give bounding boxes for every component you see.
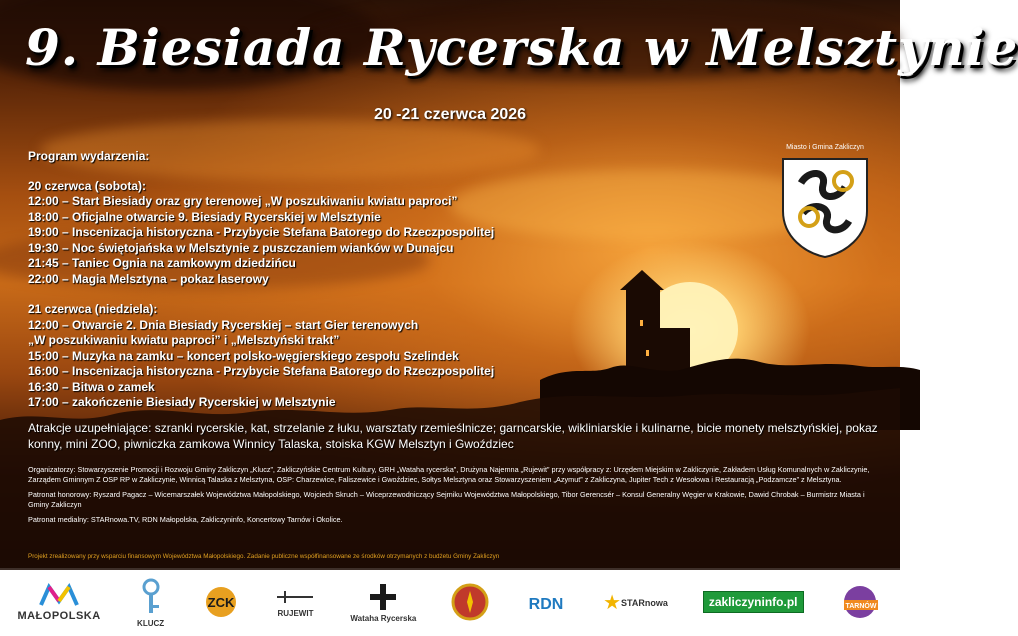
credits	[28, 465, 878, 531]
event-line: 19:00 – Inscenizacja historyczna - Przybycie Stefana Batorego do Rzeczpospolitej	[28, 225, 495, 239]
event-line: 16:00 – Inscenizacja historyczna - Przybycie Stefana Batorego do Rzeczpospolitej	[28, 364, 495, 378]
day-label: 20 czerwca (sobota):	[28, 178, 147, 193]
rdn-logo[interactable]	[524, 572, 568, 632]
attractions-text: Atrakcje uzupełniające: szranki rycerskie, kat, strzelanie z łuku, warsztaty rzemieślnicze; garncarskie, wikliniarskie i kulinarne, bicie monety melsztyńskiej, pokaz konny, mini ZOO, piwniczka zamkowa Winnicy Talaska, stoiska KGW Melsztyn i Gwoździec	[28, 421, 878, 451]
honorary-patronage-text: Patronat honorowy: Ryszard Pagacz – Wicemarszałek Województwa Małopolskiego, Wojciech Skruch – Wiceprzewodniczący Sejmiku Województwa Małopolskiego, Tibor Gerencsér – Konsul Generalny Węgier w Krakowie, Dawid Chrobak – Burmistrz Miasta i Gminy Zakliczyn	[28, 490, 865, 509]
malopolska-mark-icon	[39, 583, 79, 607]
organizers-text: Organizatorzy: Stowarzyszenie Promocji i Rozwoju Gminy Zakliczyn „Klucz”, Zakliczyńskie Centrum Kultury, GRH „Wataha rycerska”, Drużyna Najemna „Rujewit” przy współpracy z: Urzędem Miejskim w Zakliczynie, Zakładem Usług Komunalnych w Zakliczynie, Zarządem Gminnym Z OSP RP w Zakliczynie, Winnicą Talaska z Melsztyna, OSP: Charzewice, Faliszewice i Gwoździec, Sołtys Melsztyna oraz Stowarzyszeniem „Azymut” z Zakliczyna, Jupiter Tech z Wesołowa i Restauracją „Podzamcze” z Melsztyna.	[28, 465, 870, 484]
wataha-logo[interactable]	[350, 572, 416, 632]
program-heading: Program wydarzenia:	[28, 149, 150, 163]
event-line: 21:45 – Taniec Ognia na zamkowym dziedzińcu	[28, 256, 296, 270]
program	[28, 149, 588, 426]
wataha-text: Wataha Rycerska	[350, 613, 417, 623]
klucz-text: KLUCZ	[137, 618, 165, 628]
event-date: 20 -21 czerwca 2026	[373, 106, 527, 123]
zck-logo[interactable]	[201, 572, 241, 632]
event-line: „W poszukiwaniu kwiatu paproci” i „Melsztyński trakt”	[28, 333, 340, 347]
day-block	[28, 302, 588, 411]
gmina-label: Miasto i Gmina Zakliczyn	[786, 144, 864, 151]
tarnow-logo[interactable]	[838, 572, 882, 632]
starnowa-logo[interactable]	[603, 572, 668, 632]
tarnow-mark-text: TARNÓW	[845, 603, 877, 610]
zakliczyninfo-text: zakliczyninfo.pl	[703, 591, 804, 613]
event-title: 9. Biesiada Rycerska w Melsztynie	[25, 18, 1018, 77]
event-line: 12:00 – Start Biesiady oraz gry terenowej „W poszukiwaniu kwiatu paproci”	[28, 194, 458, 208]
sword-icon	[275, 587, 315, 607]
starnowa-text: STARnowa	[621, 598, 668, 608]
key-icon	[136, 577, 166, 617]
fire-brigade-emblem-icon	[451, 583, 489, 621]
coat-of-arms-icon	[779, 155, 871, 259]
malopolska-logo[interactable]	[17, 572, 100, 632]
day-label: 21 czerwca (niedziela):	[28, 302, 158, 316]
event-line: 17:00 – zakończenie Biesiady Rycerskiej w Melsztynie	[28, 395, 336, 409]
media-patronage-text: Patronat medialny: STARnowa.TV, RDN Małopolska, Zakliczyninfo, Koncertowy Tarnów i Okolice.	[28, 515, 343, 525]
zck-mark-icon	[201, 585, 241, 619]
gmina-crest-block	[770, 144, 880, 264]
rujewit-logo[interactable]	[275, 572, 315, 632]
klucz-logo[interactable]	[136, 572, 166, 632]
event-line: 16:30 – Bitwa o zamek	[28, 379, 155, 394]
sponsor-logo-strip	[0, 568, 900, 636]
osp-logo[interactable]	[451, 572, 489, 632]
event-line: 15:00 – Muzyka na zamku – koncert polsko-węgierskiego zespołu Szelindek	[28, 348, 459, 363]
cross-icon	[368, 582, 398, 612]
tarnow-mark-icon	[838, 582, 882, 622]
event-line: 22:00 – Magia Melsztyna – pokaz laserowy	[28, 271, 269, 286]
radio-mark-icon	[524, 589, 568, 615]
event-line: 12:00 – Otwarcie 2. Dnia Biesiady Rycerskiej – start Gier terenowych	[28, 317, 419, 332]
zakliczyninfo-logo[interactable]	[703, 572, 804, 632]
day-block	[28, 179, 588, 288]
rujewit-text: RUJEWIT	[277, 608, 314, 618]
event-line: 19:30 – Noc świętojańska w Melsztynie z puszczaniem wianków w Dunajcu	[28, 240, 454, 255]
malopolska-text: MAŁOPOLSKA	[17, 609, 101, 622]
funding-text: Projekt zrealizowany przy wsparciu finansowym Województwa Małopolskiego. Zadanie publiczne współfinansowane ze środków otrzymanych z budżetu Gminy Zakliczyn	[28, 553, 500, 560]
rdn-mark-text: RDN	[528, 596, 564, 613]
star-icon: ★	[603, 591, 622, 614]
event-line: 18:00 – Oficjalne otwarcie 9. Biesiady Rycerskiej w Melsztynie	[28, 209, 381, 224]
zck-mark-text: ZCK	[207, 595, 234, 610]
